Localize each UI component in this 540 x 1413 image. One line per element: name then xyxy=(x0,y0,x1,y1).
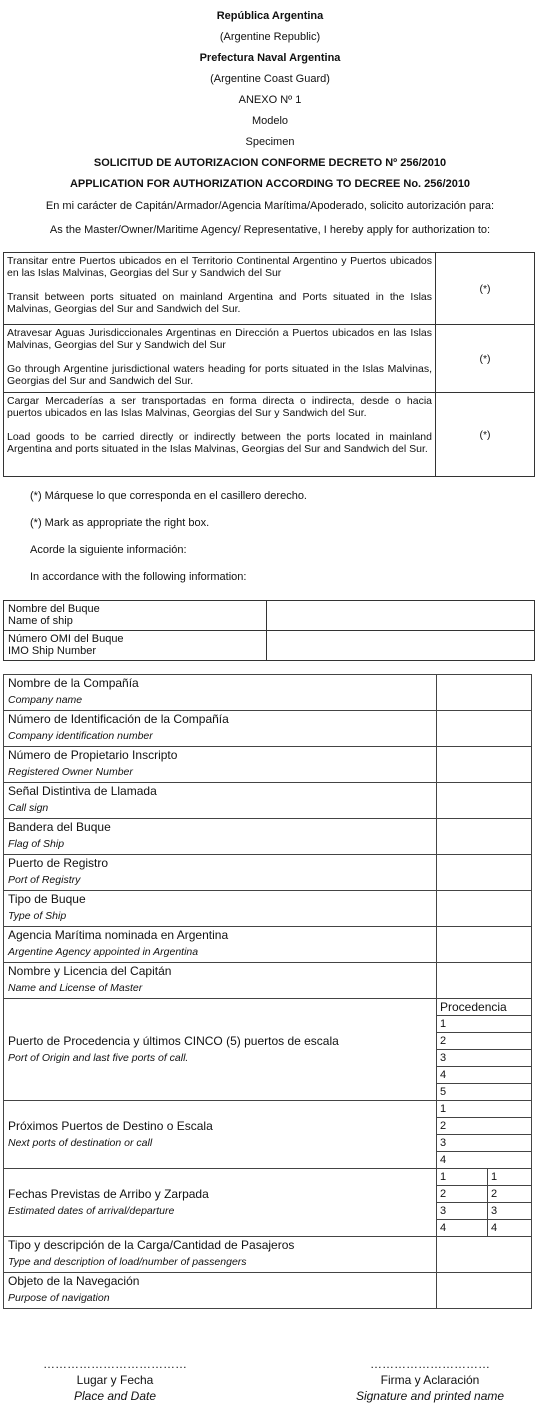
document-title-es: SOLICITUD DE AUTORIZACION CONFORME DECRETO Nº 256/2010 xyxy=(93,157,447,169)
next-port-field[interactable]: 4 xyxy=(437,1152,532,1169)
master-label: Nombre y Licencia del Capitán Name and License of Master xyxy=(4,963,437,999)
flag-field[interactable] xyxy=(437,819,532,855)
cargo-label: Tipo y descripción de la Carga/Cantidad de Pasajeros Type and description of load/number of passengers xyxy=(4,1237,437,1273)
company-name-field[interactable] xyxy=(437,675,532,711)
model-label: Modelo xyxy=(251,115,289,127)
signature-line[interactable]: ………………………… xyxy=(370,1357,490,1371)
intro-en: As the Master/Owner/Maritime Agency/ Representative, I hereby apply for authorization to: xyxy=(49,224,491,236)
origin-port-field[interactable]: 2 xyxy=(437,1033,532,1050)
purpose-label: Objeto de la Navegación Purpose of navigation xyxy=(4,1273,437,1309)
company-name-label: Nombre de la Compañía Company name xyxy=(4,675,437,711)
intro-es: En mi carácter de Capitán/Armador/Agencia Marítima/Apoderado, solicito autorización para: xyxy=(45,200,495,212)
cargo-field[interactable] xyxy=(437,1237,532,1273)
next-port-field[interactable]: 1 xyxy=(437,1101,532,1118)
purpose-field[interactable] xyxy=(437,1273,532,1309)
option-checkbox[interactable]: (*) xyxy=(436,393,535,477)
signature-label-en: Signature and printed name xyxy=(355,1389,505,1403)
owner-number-field[interactable] xyxy=(437,747,532,783)
header-country: República Argentina xyxy=(216,10,324,22)
ship-table xyxy=(3,600,535,661)
header-agency-en: (Argentine Coast Guard) xyxy=(210,73,330,85)
port-registry-field[interactable] xyxy=(437,855,532,891)
port-registry-label: Puerto de Registro Port of Registry xyxy=(4,855,437,891)
option-text: Transitar entre Puertos ubicados en el Territorio Continental Argentino y Puertos ubicados en las Islas Malvinas, Georgias del Sur y Sandwich del Sur Transit between ports situated on mainland Argentina and Ports situated in the Islas Malvinas, Georgias del Sur and Sandwich del Sur. xyxy=(4,253,436,325)
document-title-en: APPLICATION FOR AUTHORIZATION ACCORDING TO DECREE No. 256/2010 xyxy=(69,178,471,190)
imo-number-label: Número OMI del Buque IMO Ship Number xyxy=(4,631,267,661)
next-port-field[interactable]: 2 xyxy=(437,1118,532,1135)
arrival-date-field[interactable]: 4 xyxy=(437,1220,488,1237)
next-ports-label: Próximos Puertos de Destino o Escala Next ports of destination or call xyxy=(4,1101,437,1169)
dates-label: Fechas Previstas de Arribo y Zarpada Estimated dates of arrival/departure xyxy=(4,1169,437,1237)
option-checkbox[interactable]: (*) xyxy=(436,253,535,325)
departure-date-field[interactable]: 4 xyxy=(488,1220,532,1237)
place-date-line[interactable]: ……………………………… xyxy=(43,1357,187,1371)
place-date-block xyxy=(20,1356,210,1404)
option-row xyxy=(4,393,535,477)
origin-port-field[interactable]: 3 xyxy=(437,1050,532,1067)
agency-label: Agencia Marítima nominada en Argentina Argentine Agency appointed in Argentina xyxy=(4,927,437,963)
agency-field[interactable] xyxy=(437,927,532,963)
call-sign-label: Señal Distintiva de Llamada Call sign xyxy=(4,783,437,819)
ship-type-label: Tipo de Buque Type of Ship xyxy=(4,891,437,927)
owner-number-label: Número de Propietario Inscripto Registered Owner Number xyxy=(4,747,437,783)
departure-date-field[interactable]: 2 xyxy=(488,1186,532,1203)
signature-block xyxy=(330,1356,530,1404)
specimen-label: Specimen xyxy=(245,136,295,148)
arrival-date-field[interactable]: 2 xyxy=(437,1186,488,1203)
ship-name-label: Nombre del Buque Name of ship xyxy=(4,601,267,631)
master-field[interactable] xyxy=(437,963,532,999)
option-row xyxy=(4,253,535,325)
ship-name-field[interactable] xyxy=(267,601,535,631)
origin-port-field[interactable]: 5 xyxy=(437,1084,532,1101)
departure-date-field[interactable]: 3 xyxy=(488,1203,532,1220)
details-table xyxy=(3,674,532,1309)
place-date-label: Lugar y Fecha xyxy=(76,1373,154,1387)
option-text: Cargar Mercaderías a ser transportadas en forma directa o indirecta, desde o hacia puertos ubicados en las Islas Malvinas, Georgias del Sur y Sandwich del Sur. Load goods to be carried directly or indirectly between the ports located in mainland Argentina and ports situated in the Islas Malvinas, Georgias del Sur and Sandwich del Sur. xyxy=(4,393,436,477)
origin-header: Procedencia xyxy=(437,999,532,1016)
ship-type-field[interactable] xyxy=(437,891,532,927)
info-note-en: In accordance with the following information: xyxy=(30,571,247,583)
option-text: Atravesar Aguas Jurisdiccionales Argentinas en Dirección a Puertos ubicados en las Islas Malvinas, Georgias del Sur y Sandwich del Sur Go through Argentine jurisdictional waters heading for ports situated in the Islas Malvinas, Georgias del Sur and Sandwich del Sur. xyxy=(4,325,436,393)
info-note-es: Acorde la siguiente información: xyxy=(30,544,187,556)
annex-number: ANEXO Nº 1 xyxy=(238,94,302,106)
imo-number-field[interactable] xyxy=(267,631,535,661)
header-agency: Prefectura Naval Argentina xyxy=(199,52,341,64)
call-sign-field[interactable] xyxy=(437,783,532,819)
flag-label: Bandera del Buque Flag of Ship xyxy=(4,819,437,855)
departure-date-field[interactable]: 1 xyxy=(488,1169,532,1186)
company-id-label: Número de Identificación de la Compañía Company identification number xyxy=(4,711,437,747)
company-id-field[interactable] xyxy=(437,711,532,747)
arrival-date-field[interactable]: 3 xyxy=(437,1203,488,1220)
option-row xyxy=(4,325,535,393)
authorization-options-table xyxy=(3,252,535,477)
arrival-date-field[interactable]: 1 xyxy=(437,1169,488,1186)
origin-ports-label: Puerto de Procedencia y últimos CINCO (5) puertos de escala Port of Origin and last five ports of call. xyxy=(4,999,437,1101)
signature-label: Firma y Aclaración xyxy=(380,1373,480,1387)
mark-note-en: (*) Mark as appropriate the right box. xyxy=(30,517,210,529)
header-country-en: (Argentine Republic) xyxy=(219,31,321,43)
origin-port-field[interactable]: 1 xyxy=(437,1016,532,1033)
option-checkbox[interactable]: (*) xyxy=(436,325,535,393)
origin-port-field[interactable]: 4 xyxy=(437,1067,532,1084)
next-port-field[interactable]: 3 xyxy=(437,1135,532,1152)
place-date-label-en: Place and Date xyxy=(73,1389,157,1403)
mark-note-es: (*) Márquese lo que corresponda en el casillero derecho. xyxy=(30,490,307,502)
